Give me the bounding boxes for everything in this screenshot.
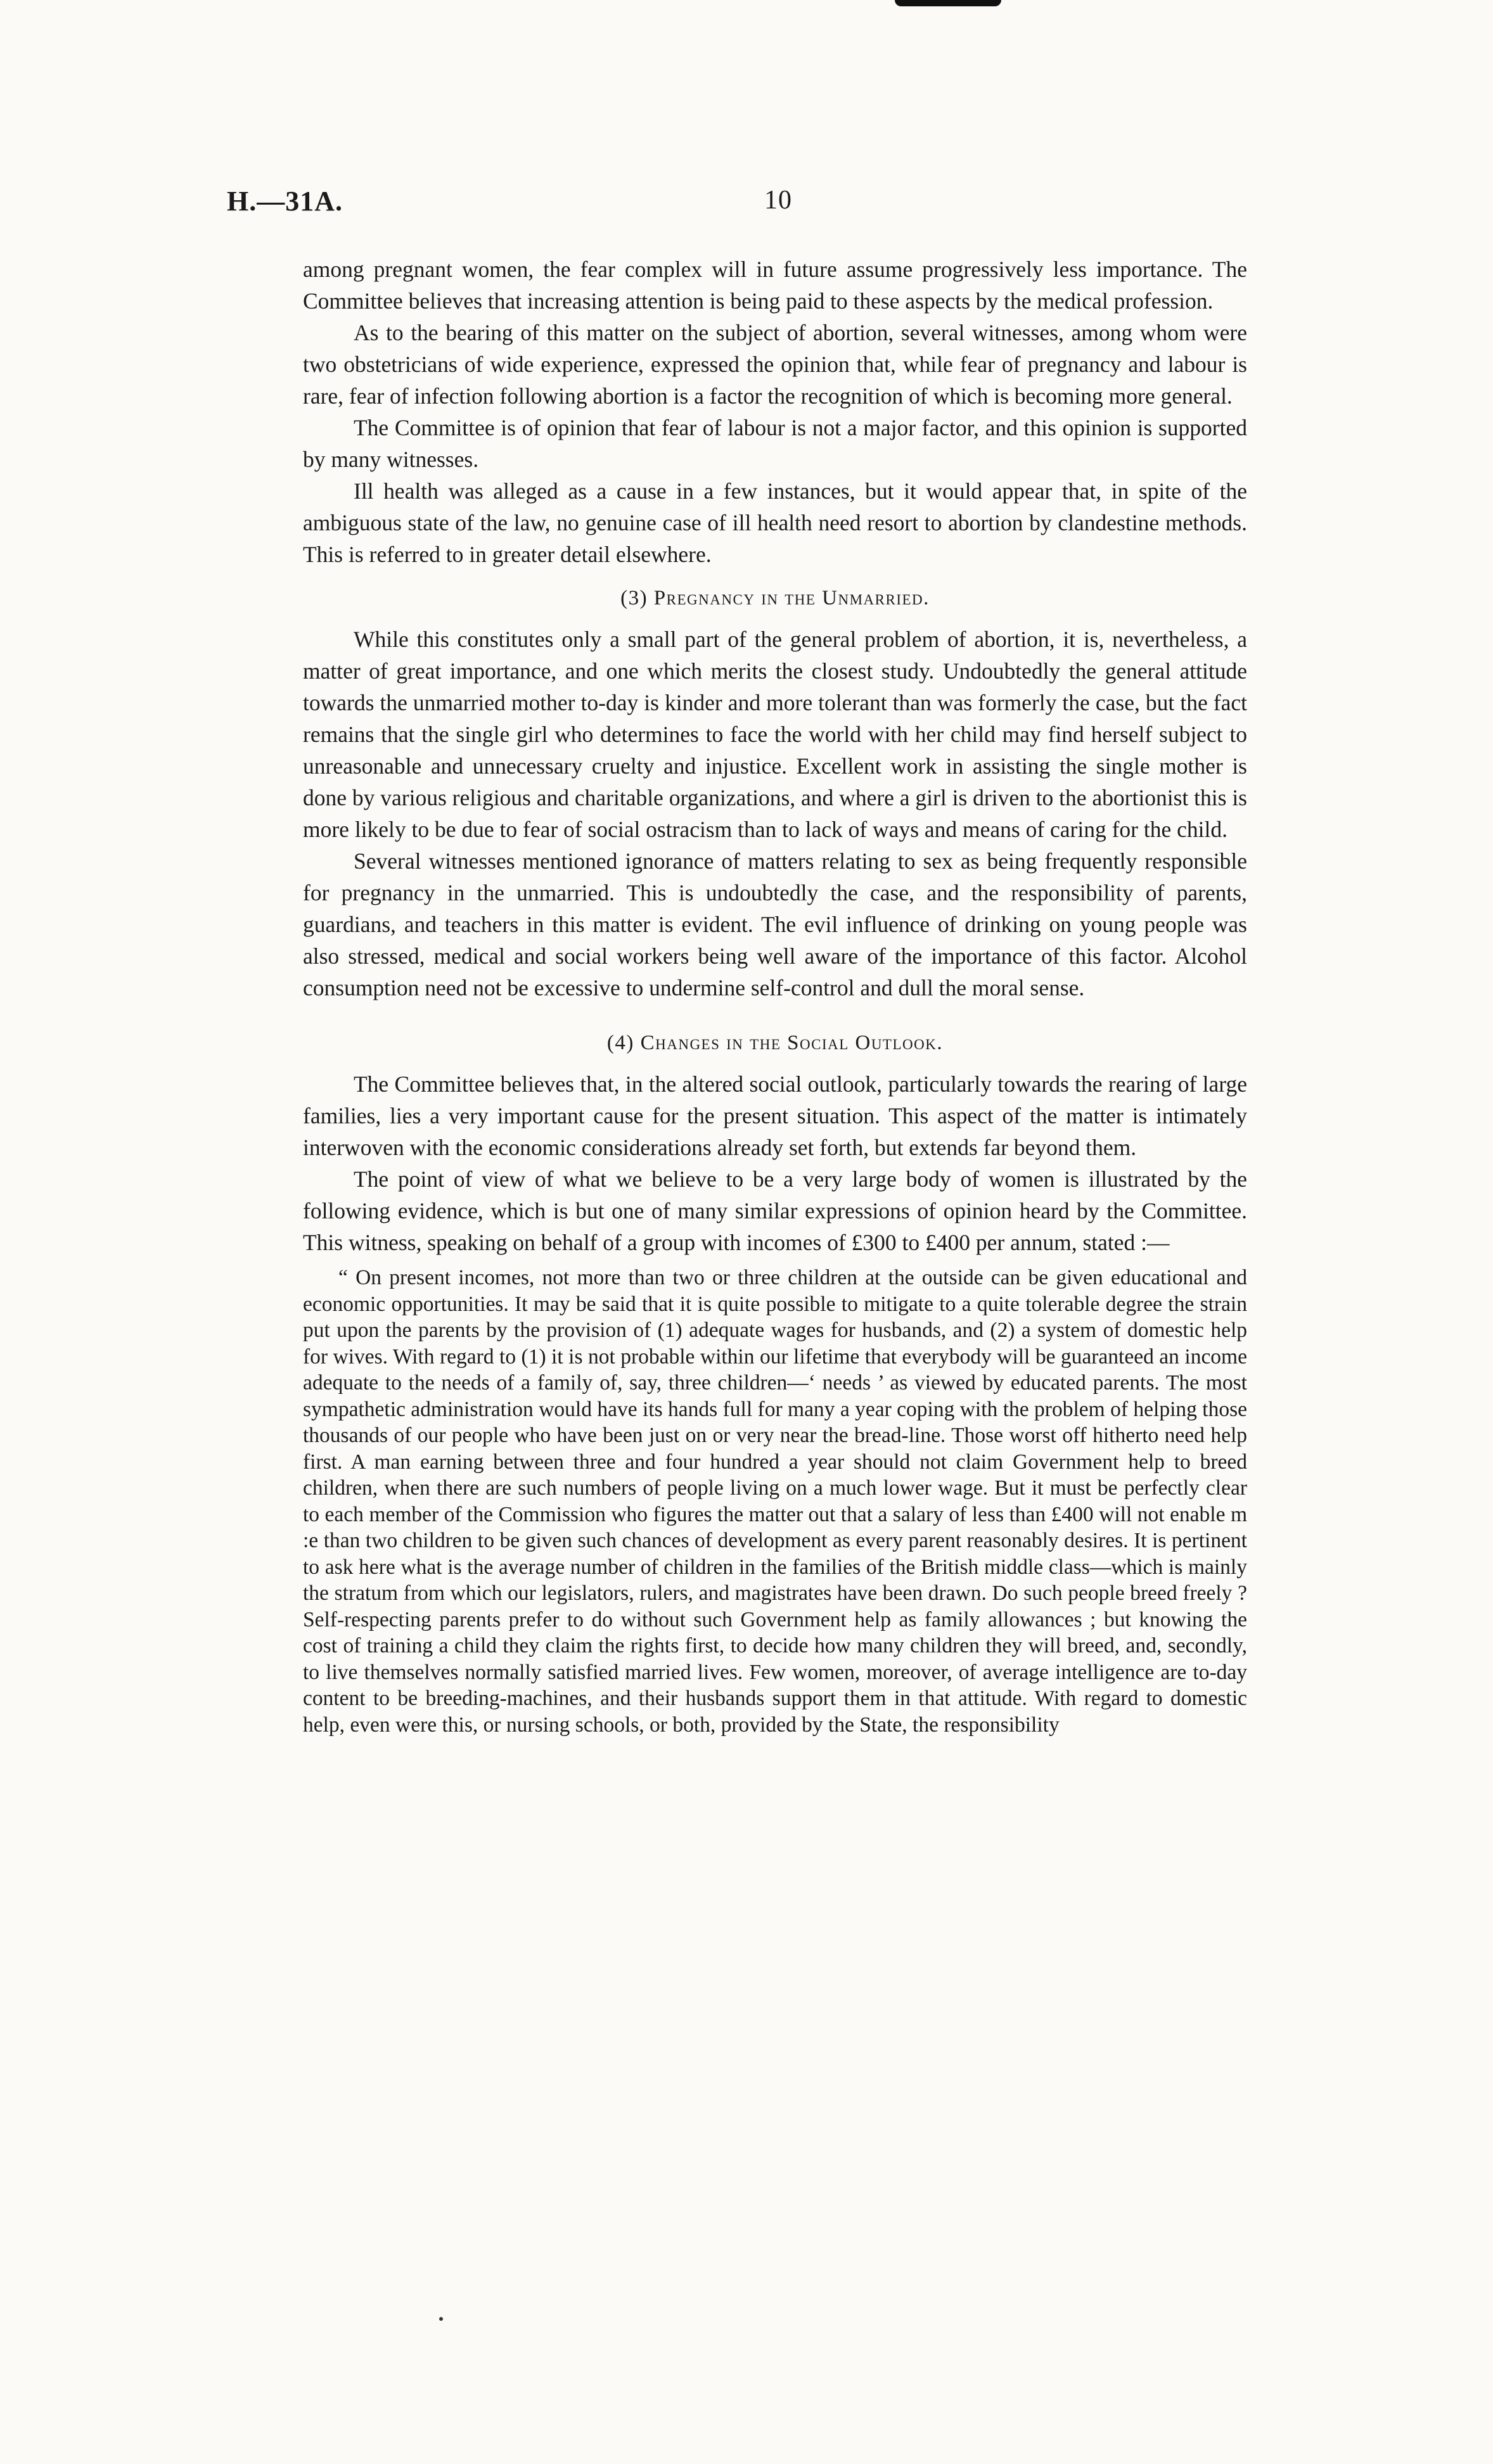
scan-artifact [895,0,1001,6]
paragraph-abortion-fear: As to the bearing of this matter on the subject of abortion, several witnesses, among whom were two obstetricians of wide experience, expressed the opinion that, while fear of pregnancy and labour is rare, fear of infection following abortion is a factor the recognition of which is becoming more general. [303,320,1247,409]
paragraph-witness-intro: The point of view of what we believe to be a very large body of women is illustrated by the following evidence, which is but one of many similar expressions of opinion heard by the Committee. This witness, speaking on behalf of a group with incomes of £300 to £400 per annum, stated :— [303,1166,1247,1255]
paragraph-fear-of-labour: The Committee is of opinion that fear of labour is not a major factor, and this opinion is supported by many witnesses. [303,415,1247,472]
paragraph-continued: among pregnant women, the fear complex will in future assume progressively less importance. The Committee believes that increasing attention is being paid to these aspects by the medical profession. [303,257,1247,314]
scan-speck [439,2317,443,2321]
page-number: 10 [764,186,792,215]
paragraph-ill-health: Ill health was alleged as a cause in a few instances, but it would appear that, in spite of the ambiguous state of the law, no genuine case of ill health need resort to abortion by clandestine methods. This is referred to in greater detail elsewhere. [303,478,1247,567]
page-body [303,253,1247,1738]
paragraph-ignorance-sex: Several witnesses mentioned ignorance of matters relating to sex as being frequently responsible for pregnancy in the unmarried. This is undoubtedly the case, and the responsibility of parents, guardians, and teachers in this matter is evident. The evil influence of drinking on young people was also stressed, medical and social workers being well aware of the importance of this factor. Alcohol consumption need not be excessive to undermine self-control and dull the moral sense. [303,848,1247,1000]
quotation-text: “ On present incomes, not more than two or three children at the outside can be given educational and economic opportunities. It may be said that it is quite possible to mitigate to a quite tolerable degree the strain put upon the parents by the provision of (1) adequate wages for husbands, and (2) a system of domestic help for wives. With regard to (1) it is not probable within our lifetime that everybody will be guaranteed an income adequate to the needs of a family of, say, three children—‘ needs ’ as viewed by educated parents. The most sympathetic administration would have its hands full for many a year coping with the problem of helping those thousands of our people who have been just on or very near the bread-line. Those worst off hitherto need help first. A man earning between three and four hundred a year should not claim Government help to breed children, when there are such numbers of people living on a much lower wage. But it must be perfectly clear to each member of the Commission who figures the matter out that a salary of less than £400 will not enable m :e than two children to be given such chances of development as every parent reasonably desires. It is pertinent to ask here what is the average number of children in the families of the British middle class—which is mainly the stratum from which our legislators, rulers, and magistrates have been drawn. Do such people breed freely ? Self-respecting parents prefer to do without such Government help as family allowances ; but knowing the cost of training a child they claim the rights first, to decide how many children they will breed, and, secondly, to live themselves normally satisfied married lives. Few women, moreover, of average intelligence are to-day content to be breeding-machines, and their husbands support them in that attitude. With regard to domestic help, even were this, or nursing schools, or both, provided by the State, the responsibility [303,1266,1247,1737]
section-heading-pregnancy-unmarried: (3) Pregnancy in the Unmarried. [620,587,930,610]
paragraph-unmarried-mother: While this constitutes only a small part of the general problem of abortion, it is, nevertheless, a matter of great importance, and one which merits the closest study. Undoubtedly the general attitude towards the unmarried mother to-day is kinder and more tolerant than was formerly the case, but the fact remains that the single girl who determines to face the world with her child may find herself subject to unreasonable and unnecessary cruelty and injustice. Excellent work in assisting the single mother is done by various religious and charitable organizations, and where a girl is driven to the abortionist this is more likely to be due to fear of social ostracism than to lack of ways and means of caring for the child. [303,627,1247,842]
running-header [227,185,1255,223]
section-heading-social-outlook: (4) Changes in the Social Outlook. [606,1031,944,1054]
witness-quotation [303,1265,1247,1738]
paragraph-social-outlook: The Committee believes that, in the altered social outlook, particularly towards the rearing of large families, lies a very important cause for the present situation. This aspect of the matter is intimately interwoven with the economic considerations already set forth, but extends far beyond them. [303,1071,1247,1160]
document-reference: H.—31A. [227,186,343,217]
